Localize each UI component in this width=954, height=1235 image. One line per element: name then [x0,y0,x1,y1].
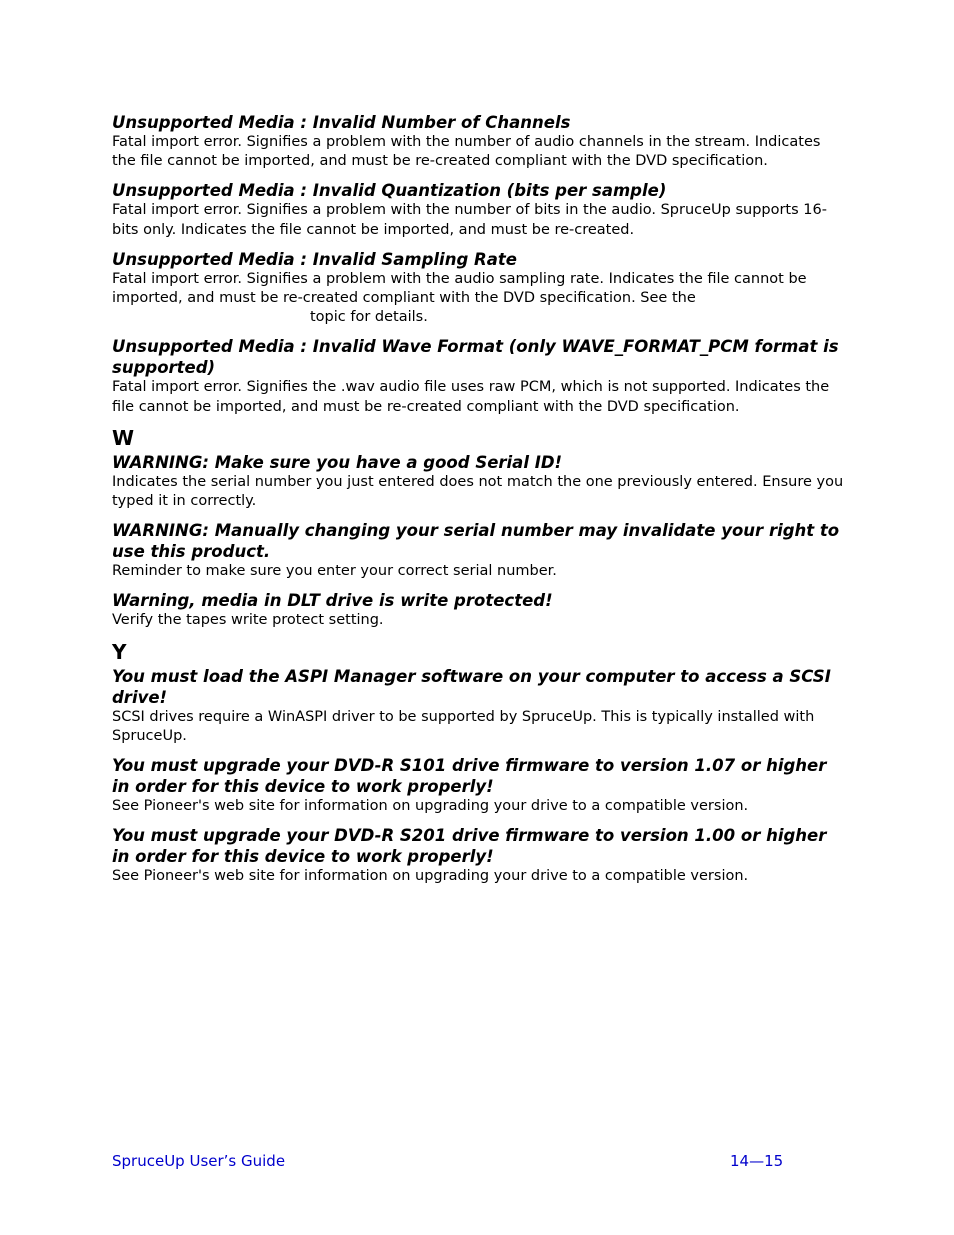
entry-invalid-sampling-rate [112,249,847,328]
entry-title: You must upgrade your DVD-R S201 drive firmware to version 1.00 or higher in order for this device to work properly! [112,826,827,867]
entry-title: WARNING: Make sure you have a good Serial ID! [112,452,563,472]
footer-guide-title: SpruceUp User’s Guide [112,1152,286,1170]
entry-description: See Pioneer's web site for information on upgrading your drive to a compatible version. [112,798,749,815]
entry-description: See Pioneer's web site for information on upgrading your drive to a compatible version. [112,868,749,885]
entry-s101-firmware [112,755,847,816]
entry-invalid-wave-format [112,336,847,416]
entry-description: Reminder to make sure you enter your correct serial number. [112,563,557,580]
section-letter-y: Y [112,639,127,664]
entry-title: WARNING: Manually changing your serial number may invalidate your right to use this product. [112,521,840,562]
entry-description: Verify the tapes write protect setting. [112,612,384,629]
entry-invalid-quantization [112,180,847,239]
entry-description [112,270,847,328]
entry-description: SCSI drives require a WinASPI driver to be supported by SpruceUp. This is typically installed with SpruceUp. [112,708,815,744]
section-letter-w: W [112,425,135,450]
entry-title: You must load the ASPI Manager software on your computer to access a SCSI drive! [112,666,831,707]
entry-description: Fatal import error. Signifies the .wav audio file uses raw PCM, which is not supported. Indicates the file cannot be imported, and must be re-created compliant with the DVD specification. [112,379,830,415]
footer-page-number: 14—15 [730,1152,784,1170]
entry-aspi-manager [112,666,847,746]
entry-invalid-channels [112,112,847,171]
entry-description-text: Fatal import error. Signifies a problem with the audio sampling rate. Indicates the file cannot be imported, and must be re-created compliant with the DVD specification. See the [112,270,807,307]
entry-title: Unsupported Media : Invalid Quantization (bits per sample) [112,181,667,201]
entry-s201-firmware [112,825,847,886]
entry-description-tail: topic for details. [310,309,428,326]
entry-title: Unsupported Media : Invalid Number of Channels [112,113,571,132]
entry-title: Warning, media in DLT drive is write protected! [112,591,553,611]
entry-title: You must upgrade your DVD-R S101 drive firmware to version 1.07 or higher in order for this device to work properly! [112,756,827,797]
entry-serial-change-warning [112,520,847,581]
entry-title: Unsupported Media : Invalid Sampling Rate [112,249,517,269]
document-body [112,112,847,895]
entry-serial-id-warning [112,452,847,511]
entry-dlt-write-protected [112,590,847,630]
entry-description: Indicates the serial number you just entered does not match the one previously entered. Ensure you typed it in correctly. [112,473,844,510]
entry-description: Fatal import error. Signifies a problem with the number of bits in the audio. SpruceUp supports 16-bits only. Indicates the file cannot be imported, and must be re-created. [112,202,827,238]
entry-title: Unsupported Media : Invalid Wave Format (only WAVE_FORMAT_PCM format is supported) [112,337,839,378]
entry-description: Fatal import error. Signifies a problem with the number of audio channels in the stream. Indicates the file cannot be imported, and must be re-created compliant with the DVD specification. [112,134,821,170]
